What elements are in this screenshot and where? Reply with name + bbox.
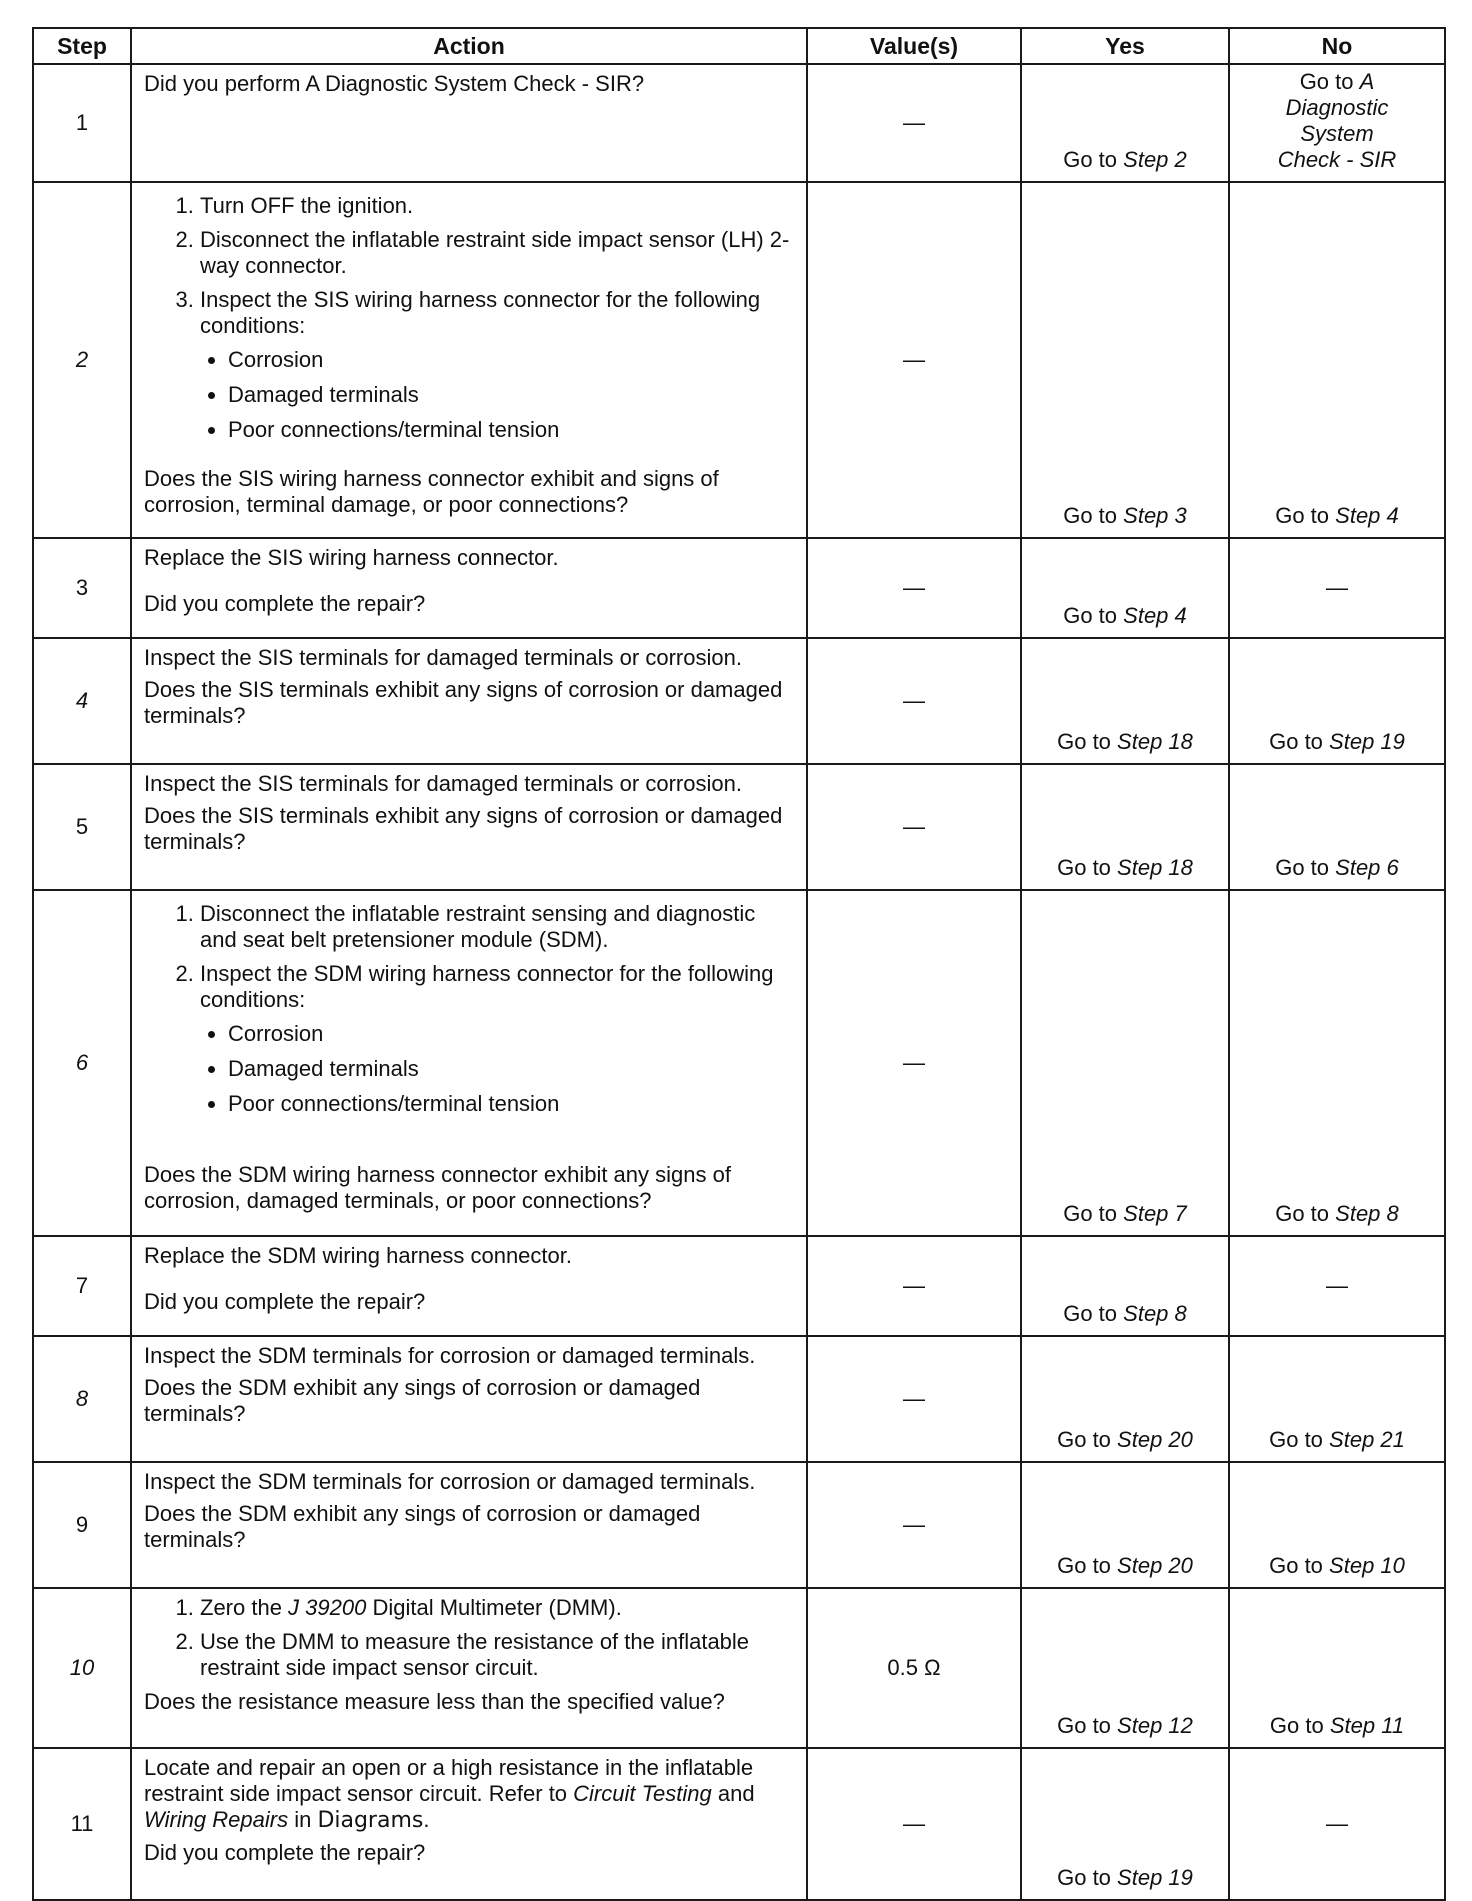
goto-text: Go to [1063,603,1118,628]
condition-item: • Corrosion [228,1021,798,1047]
step-number: 4 [33,638,131,764]
condition-item: • Poor connections/terminal tension [228,417,798,443]
action-question: Did you complete the repair? [144,1840,426,1865]
goto-step: Step 8 [1123,1301,1187,1326]
goto-step: Step 10 [1329,1553,1405,1578]
action-cell [131,1462,807,1588]
table-row [33,1236,1445,1336]
step-number: 8 [33,1336,131,1462]
no-cell [1229,64,1445,182]
action-instruction: Inspect the SDM terminals for corrosion or damaged terminals. [144,1343,756,1368]
value-cell: — [807,182,1021,538]
action-instruction: Replace the SDM wiring harness connector. [144,1243,572,1268]
action-step [200,961,798,1117]
goto-step: Step 2 [1123,147,1187,172]
step-number: 11 [33,1748,131,1900]
step-number: 3 [33,538,131,638]
condition-item: • Damaged terminals [228,382,798,408]
action-cell [131,764,807,890]
action-steps [144,901,798,1117]
yes-cell [1021,764,1229,890]
goto-step: Step 11 [1329,1713,1405,1738]
no-line: A [1359,69,1375,94]
goto-step: Step 3 [1123,503,1187,528]
action-step: 2. Disconnect the inflatable restraint side impact sensor (LH) 2-way connector. [200,227,798,279]
table-row [33,1336,1445,1462]
action-step: 1. Turn OFF the ignition. [200,193,798,219]
goto-text: Go to [1269,1553,1323,1578]
value-cell: — [807,638,1021,764]
table-row [33,890,1445,1236]
table-row [33,182,1445,538]
goto-text: Go to [1275,503,1330,528]
action-instruction [144,1755,798,1834]
goto-text: Go to [1269,729,1323,754]
action-cell [131,64,807,182]
yes-cell [1021,1748,1229,1900]
action-instruction: Inspect the SDM terminals for corrosion or damaged terminals. [144,1469,756,1494]
action-step: 1. Disconnect the inflatable restraint sensing and diagnostic and seat belt pretensioner module (SDM). [200,901,798,953]
action-step-text: Digital Multimeter (DMM). [366,1595,622,1620]
step-number: 2 [33,182,131,538]
action-question: Does the resistance measure less than the specified value? [144,1689,725,1714]
yes-cell [1021,890,1229,1236]
goto-step: Step 19 [1329,729,1405,754]
condition-item: • Corrosion [228,347,798,373]
goto-text: Go to [1063,503,1118,528]
diagnostic-table-page [32,27,1444,1901]
instruction-text: in [288,1807,318,1832]
action-instruction: Replace the SIS wiring harness connector. [144,545,559,570]
goto-step: Step 4 [1123,603,1187,628]
table-row [33,638,1445,764]
action-question: Does the SDM exhibit any sings of corrosion or damaged terminals? [144,1501,701,1552]
no-line: Check - SIR [1277,147,1397,172]
reference-link: Diagrams [317,1808,424,1833]
yes-cell [1021,1462,1229,1588]
value-cell: — [807,1236,1021,1336]
goto-step: Step 18 [1117,729,1193,754]
condition-list [200,1021,798,1117]
header-row [33,28,1445,64]
no-cell [1229,890,1445,1236]
action-cell [131,1336,807,1462]
no-cell [1229,638,1445,764]
reference-link: Wiring Repairs [144,1807,289,1832]
yes-cell [1021,1588,1229,1748]
goto-step: Step 20 [1117,1553,1193,1578]
action-cell [131,890,807,1236]
goto-step: Step 8 [1335,1201,1399,1226]
action-cell [131,1588,807,1748]
yes-cell [1021,538,1229,638]
step-number: 1 [33,64,131,182]
tool-id: J 39200 [288,1595,367,1620]
step-number: 9 [33,1462,131,1588]
instruction-text: . [423,1807,430,1832]
no-cell [1229,1588,1445,1748]
no-cell [1229,764,1445,890]
yes-cell [1021,64,1229,182]
value-cell: — [807,1462,1021,1588]
goto-step: Step 20 [1117,1427,1193,1452]
action-step [200,287,798,443]
goto-step: Step 7 [1123,1201,1187,1226]
value-cell: — [807,764,1021,890]
goto-text: Go to [1269,1427,1323,1452]
header-yes: Yes [1021,28,1229,64]
action-cell [131,1748,807,1900]
table-row [33,1588,1445,1748]
table-row [33,1462,1445,1588]
value-cell: — [807,890,1021,1236]
goto-step: Step 6 [1335,855,1399,880]
no-cell: — [1229,538,1445,638]
header-step: Step [33,28,131,64]
instruction-text: Locate and repair an open or a high resistance in the inflatable restraint side impact sensor circuit. Refer to [144,1755,754,1806]
table-row [33,538,1445,638]
condition-item: • Damaged terminals [228,1056,798,1082]
goto-step: Step 12 [1117,1713,1193,1738]
no-line: Diagnostic [1285,95,1389,120]
instruction-text: and [711,1781,755,1806]
value-cell: — [807,1336,1021,1462]
goto-step: Step 4 [1335,503,1399,528]
no-cell [1229,1462,1445,1588]
condition-list [200,347,798,443]
goto-text: Go to [1275,855,1330,880]
yes-cell [1021,638,1229,764]
reference-link: Circuit Testing [573,1781,712,1806]
action-step-text: Inspect the SDM wiring harness connector for the following conditions: [200,961,774,1012]
step-number: 7 [33,1236,131,1336]
no-cell [1229,1336,1445,1462]
goto-text: Go to [1057,1427,1111,1452]
value-cell: — [807,538,1021,638]
action-instruction: Inspect the SIS terminals for damaged terminals or corrosion. [144,645,742,670]
action-question: Does the SIS terminals exhibit any signs of corrosion or damaged terminals? [144,803,783,854]
table-row [33,64,1445,182]
header-no: No [1229,28,1445,64]
action-cell [131,638,807,764]
goto-text: Go to [1063,147,1118,172]
value-cell: 0.5 Ω [807,1588,1021,1748]
action-question: Does the SDM wiring harness connector exhibit any signs of corrosion, damaged terminals, or poor connections? [144,1162,731,1213]
goto-text: Go to [1057,1553,1111,1578]
table-row [33,764,1445,890]
no-cell [1229,182,1445,538]
no-cell: — [1229,1236,1445,1336]
action-cell [131,538,807,638]
no-cell: — [1229,1748,1445,1900]
goto-text: Go to [1299,69,1354,94]
condition-item: • Poor connections/terminal tension [228,1091,798,1117]
yes-cell [1021,182,1229,538]
table-row [33,1748,1445,1900]
action-question: Does the SIS terminals exhibit any signs of corrosion or damaged terminals? [144,677,783,728]
action-cell [131,182,807,538]
action-question: Does the SDM exhibit any sings of corrosion or damaged terminals? [144,1375,701,1426]
goto-text: Go to [1057,855,1111,880]
action-question: Did you complete the repair? [144,1289,426,1314]
step-number: 6 [33,890,131,1236]
no-line: System [1300,121,1374,146]
header-values: Value(s) [807,28,1021,64]
goto-text: Go to [1057,1865,1111,1890]
action-cell [131,1236,807,1336]
action-question: Did you perform A Diagnostic System Check - SIR? [144,71,645,96]
action-steps [144,193,798,443]
value-cell: — [807,1748,1021,1900]
goto-text: Go to [1275,1201,1330,1226]
action-instruction: Inspect the SIS terminals for damaged terminals or corrosion. [144,771,742,796]
step-number: 10 [33,1588,131,1748]
goto-text: Go to [1057,729,1111,754]
action-step: 2. Use the DMM to measure the resistance of the inflatable restraint side impact sensor circuit. [200,1629,798,1681]
step-number: 5 [33,764,131,890]
goto-step: Step 19 [1117,1865,1193,1890]
goto-text: Go to [1269,1713,1324,1738]
goto-text: Go to [1057,1713,1111,1738]
action-steps [144,1595,798,1681]
yes-cell [1021,1236,1229,1336]
action-step [200,1595,798,1621]
diagnostic-table [32,27,1446,1901]
action-question: Did you complete the repair? [144,591,426,616]
goto-text: Go to [1063,1301,1118,1326]
header-action: Action [131,28,807,64]
value-cell: — [807,64,1021,182]
yes-cell [1021,1336,1229,1462]
goto-text: Go to [1063,1201,1118,1226]
action-step-text: Inspect the SIS wiring harness connector for the following conditions: [200,287,761,338]
action-question: Does the SIS wiring harness connector exhibit and signs of corrosion, terminal damage, or poor connections? [144,466,719,517]
goto-step: Step 21 [1329,1427,1405,1452]
goto-step: Step 18 [1117,855,1193,880]
action-step-text: Zero the [200,1595,289,1620]
